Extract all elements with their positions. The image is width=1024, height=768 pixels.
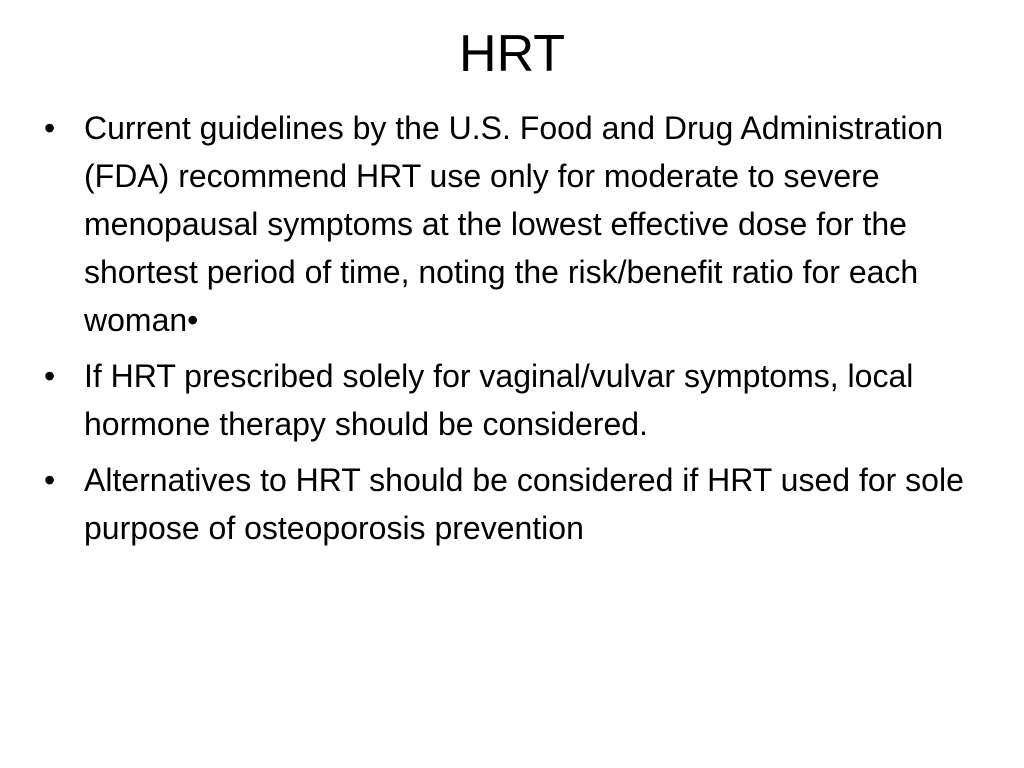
bullet-text: Current guidelines by the U.S. Food and Drug Administration (FDA) recommend HRT use only for moderate to severe menopausal symptoms at the lowest effective dose for the shortest period of time, noting the risk/benefit ratio for each woman• — [84, 110, 944, 338]
bullet-item-local-therapy — [44, 352, 984, 448]
bullet-marker: • — [44, 358, 56, 394]
bullet-marker: • — [44, 110, 56, 146]
bullet-list — [44, 104, 984, 560]
bullet-marker: • — [44, 462, 56, 498]
bullet-item-guidelines — [44, 104, 984, 344]
bullet-text: Alternatives to HRT should be considered if HRT used for sole purpose of osteoporosis prevention — [84, 462, 964, 546]
bullet-item-alternatives — [44, 456, 984, 552]
slide-title: HRT — [459, 25, 565, 83]
bullet-text: If HRT prescribed solely for vaginal/vulvar symptoms, local hormone therapy should be considered. — [84, 358, 914, 442]
